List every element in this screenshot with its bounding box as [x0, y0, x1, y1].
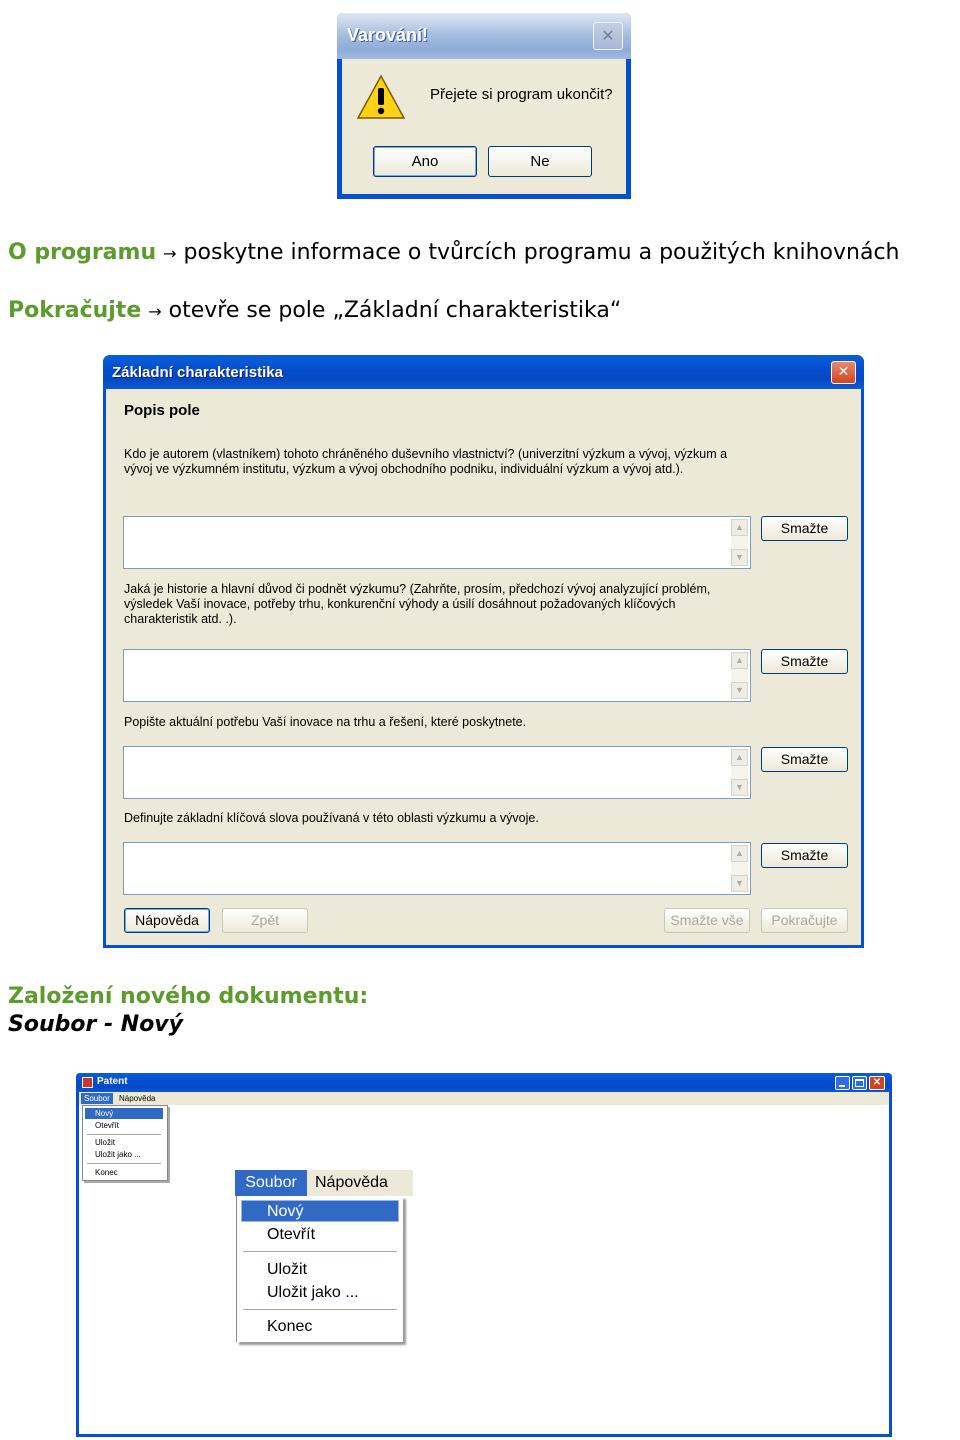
zoomed-menu-item-open[interactable]: Otevřít: [267, 1226, 316, 1243]
characteristics-dialog-body: [106, 389, 861, 945]
answer-history-textarea[interactable]: [123, 649, 751, 702]
close-icon[interactable]: ✕: [869, 1076, 885, 1090]
arrow-icon: →: [148, 302, 162, 321]
scroll-down-icon[interactable]: ▼: [731, 779, 748, 796]
scrollbar[interactable]: [731, 652, 748, 699]
menu-help[interactable]: Nápověda: [119, 1094, 156, 1103]
warning-dialog-body: [342, 59, 626, 194]
zoomed-menu-item-new[interactable]: Nový: [241, 1200, 399, 1222]
patent-window: [76, 1073, 892, 1437]
close-icon[interactable]: ✕: [593, 22, 623, 50]
no-button[interactable]: Ne: [488, 146, 592, 177]
menu-item-new[interactable]: Nový: [85, 1108, 163, 1119]
warning-icon: [356, 73, 406, 121]
minimize-icon[interactable]: [835, 1076, 850, 1090]
continue-button[interactable]: Pokračujte: [761, 908, 848, 933]
patent-window-title: Patent: [97, 1076, 128, 1087]
clear-author-button[interactable]: Smažte: [761, 516, 848, 541]
file-dropdown-zoomed: [236, 1196, 403, 1342]
zoomed-menu-item-save-as[interactable]: Uložit jako ...: [267, 1284, 359, 1301]
section-heading: Popis pole: [124, 402, 200, 419]
about-program-term: O programu: [8, 240, 157, 265]
new-document-heading: Založení nového dokumentu:: [8, 984, 369, 1009]
scrollbar[interactable]: [731, 845, 748, 892]
zoomed-menu-help[interactable]: Nápověda: [315, 1174, 388, 1191]
question-author: Kdo je autorem (vlastníkem) tohoto chráněného duševního vlastnictví? (univerzitní výzkum a vývoj, výzkum a vývoj ve výzkumném institutu, výzkum a vývoj obchodního podniku, individuální výzkum a vývoj atd.).: [124, 447, 728, 476]
menu-separator: [243, 1309, 397, 1310]
characteristics-dialog-titlebar: [103, 355, 864, 389]
menu-file[interactable]: Soubor: [81, 1093, 113, 1104]
yes-button[interactable]: Ano: [373, 146, 477, 177]
close-icon[interactable]: ✕: [831, 361, 856, 384]
menu-separator: [243, 1251, 397, 1252]
patent-window-titlebar: [76, 1073, 892, 1092]
scroll-down-icon[interactable]: ▼: [731, 549, 748, 566]
continue-term: Pokračujte: [8, 298, 142, 323]
clear-history-button[interactable]: Smažte: [761, 649, 848, 674]
app-icon: [82, 1077, 93, 1088]
menu-item-exit[interactable]: Konec: [95, 1168, 118, 1177]
answer-keywords-textarea[interactable]: [123, 842, 751, 895]
about-program-description: poskytne informace o tvůrcích programu a použitých knihovnách: [183, 240, 900, 265]
menu-item-save-as[interactable]: Uložit jako ...: [95, 1150, 141, 1159]
scroll-up-icon[interactable]: ▲: [731, 652, 748, 669]
help-button[interactable]: Nápověda: [124, 908, 210, 933]
zoomed-menu-item-save[interactable]: Uložit: [267, 1261, 308, 1278]
answer-author-textarea[interactable]: [123, 516, 751, 569]
scroll-down-icon[interactable]: ▼: [731, 682, 748, 699]
zoomed-menu-file[interactable]: Soubor: [235, 1170, 307, 1196]
question-keywords: Definujte základní klíčová slova používaná v této oblasti výzkumu a vývoje.: [124, 811, 539, 825]
scrollbar[interactable]: [731, 519, 748, 566]
scroll-down-icon[interactable]: ▼: [731, 875, 748, 892]
zoomed-menu-item-exit[interactable]: Konec: [267, 1318, 313, 1335]
clear-keywords-button[interactable]: Smažte: [761, 843, 848, 868]
description-line-2: [8, 296, 621, 326]
maximize-icon[interactable]: [852, 1076, 867, 1090]
warning-dialog-titlebar: [337, 13, 631, 59]
arrow-icon: →: [163, 244, 177, 263]
menu-separator: [87, 1163, 161, 1164]
warning-dialog-title: Varování!: [347, 25, 429, 45]
characteristics-dialog-title: Základní charakteristika: [112, 364, 283, 381]
menu-item-save[interactable]: Uložit: [95, 1138, 116, 1147]
question-history: Jaká je historie a hlavní důvod či podnět výzkumu? (Zahrňte, prosím, předchozí vývoj analyzující problém, výsledek Vaší inovace, potřeby trhu, konkurenční výhody a úsilí dosáhnout požadovaných klíčových charakteristik atd. .).: [124, 582, 711, 626]
menu-item-open[interactable]: Otevřít: [95, 1121, 120, 1130]
menu-separator: [87, 1134, 161, 1135]
characteristics-dialog: [103, 355, 864, 948]
warning-dialog: [337, 13, 631, 199]
scrollbar[interactable]: [731, 749, 748, 796]
warning-message: Přejete si program ukončit?: [430, 86, 613, 103]
clear-all-button[interactable]: Smažte vše: [664, 908, 750, 933]
scroll-up-icon[interactable]: ▲: [731, 519, 748, 536]
new-document-subheading: Soubor - Nový: [8, 1012, 183, 1037]
clear-market-need-button[interactable]: Smažte: [761, 747, 848, 772]
continue-description: otevře se pole „Základní charakteristika“: [168, 298, 622, 323]
patent-window-client: [79, 1092, 889, 1434]
question-market-need: Popište aktuální potřebu Vaší inovace na trhu a řešení, které poskytnete.: [124, 715, 527, 729]
menubar: [79, 1092, 889, 1105]
back-button[interactable]: Zpět: [222, 908, 308, 933]
file-dropdown-small: [82, 1105, 168, 1181]
scroll-up-icon[interactable]: ▲: [731, 749, 748, 766]
scroll-up-icon[interactable]: ▲: [731, 845, 748, 862]
description-line-1: [8, 238, 960, 268]
answer-market-need-textarea[interactable]: [123, 746, 751, 799]
